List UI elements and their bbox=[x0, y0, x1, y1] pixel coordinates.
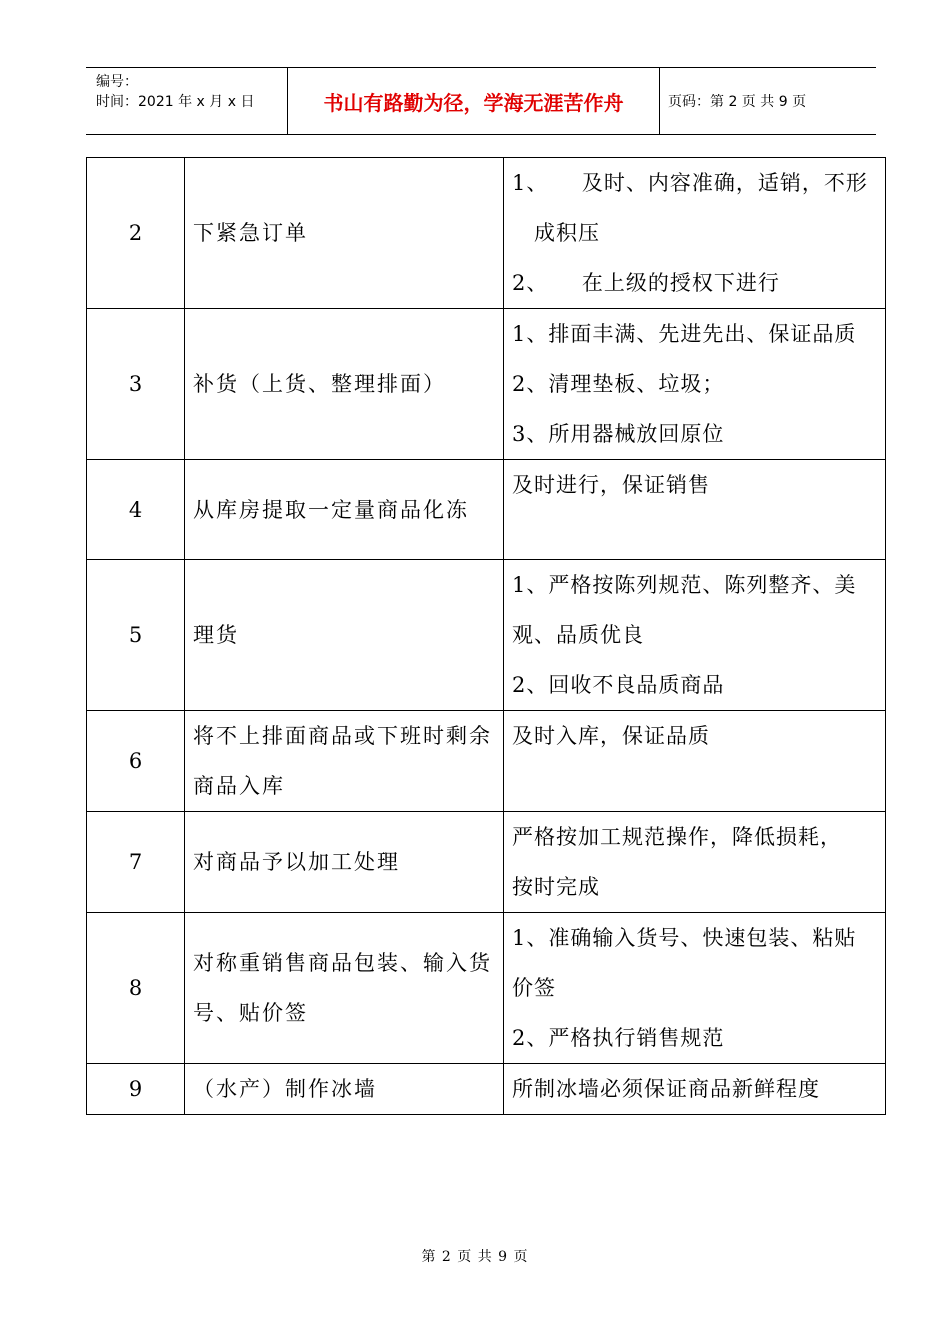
row-requirements bbox=[504, 812, 886, 913]
header-motto: 书山有路勤为径，学海无涯苦作舟 bbox=[288, 68, 660, 134]
requirement-line: 2、严格执行销售规范 bbox=[512, 1026, 725, 1050]
table-row bbox=[87, 460, 886, 560]
row-number: 9 bbox=[87, 1064, 185, 1115]
row-requirements bbox=[504, 711, 886, 812]
row-number: 6 bbox=[87, 711, 185, 812]
row-requirements bbox=[504, 913, 886, 1064]
requirement-line: 2、 在上级的授权下进行 bbox=[512, 271, 780, 295]
requirement-line: 严格按加工规范操作，降低损耗， bbox=[512, 825, 842, 849]
row-number: 4 bbox=[87, 460, 185, 560]
table-row bbox=[87, 913, 886, 1064]
row-number: 5 bbox=[87, 560, 185, 711]
table-row bbox=[87, 158, 886, 309]
row-item: 下紧急订单 bbox=[185, 158, 504, 309]
row-item: 理货 bbox=[185, 560, 504, 711]
row-number: 3 bbox=[87, 309, 185, 460]
row-number: 7 bbox=[87, 812, 185, 913]
doc-time-label: 时间：2021 年 x 月 x 日 bbox=[96, 94, 255, 110]
requirement-line: 3、所用器械放回原位 bbox=[512, 422, 725, 446]
doc-number-label: 编号： bbox=[96, 74, 138, 90]
table-row bbox=[87, 560, 886, 711]
row-number: 2 bbox=[87, 158, 185, 309]
requirement-line: 价签 bbox=[512, 976, 556, 1000]
row-requirements bbox=[504, 460, 886, 560]
requirement-line: 成积压 bbox=[512, 221, 600, 245]
row-number: 8 bbox=[87, 913, 185, 1064]
row-item: 对称重销售商品包装、输入货号、贴价签 bbox=[185, 913, 504, 1064]
table-row bbox=[87, 812, 886, 913]
requirement-line: 所制冰墙必须保证商品新鲜程度 bbox=[512, 1077, 820, 1101]
row-requirements bbox=[504, 560, 886, 711]
requirement-line: 2、回收不良品质商品 bbox=[512, 673, 725, 697]
table-row bbox=[87, 711, 886, 812]
page-footer: 第 2 页 共 9 页 bbox=[421, 1249, 529, 1265]
row-item: 将不上排面商品或下班时剩余商品入库 bbox=[185, 711, 504, 812]
requirement-line: 1、准确输入货号、快速包装、粘贴 bbox=[512, 926, 857, 950]
requirement-line: 1、 及时、内容准确，适销，不形 bbox=[512, 171, 868, 195]
row-item: （水产）制作冰墙 bbox=[185, 1064, 504, 1115]
header-meta bbox=[86, 68, 288, 134]
requirement-line: 2、清理垫板、垃圾； bbox=[512, 372, 725, 396]
table-row bbox=[87, 309, 886, 460]
row-item: 对商品予以加工处理 bbox=[185, 812, 504, 913]
row-requirements bbox=[504, 158, 886, 309]
row-requirements bbox=[504, 1064, 886, 1115]
row-item: 从库房提取一定量商品化冻 bbox=[185, 460, 504, 560]
row-item: 补货（上货、整理排面） bbox=[185, 309, 504, 460]
requirement-line: 1、严格按陈列规范、陈列整齐、美 bbox=[512, 573, 857, 597]
requirement-line: 及时进行，保证销售 bbox=[512, 473, 710, 497]
requirement-line: 1、排面丰满、先进先出、保证品质 bbox=[512, 322, 857, 346]
requirement-line: 及时入库，保证品质 bbox=[512, 724, 710, 748]
requirement-line: 按时完成 bbox=[512, 875, 600, 899]
page-header bbox=[86, 67, 876, 135]
table-row bbox=[87, 1064, 886, 1115]
requirement-line: 观、品质优良 bbox=[512, 623, 644, 647]
task-table bbox=[86, 157, 886, 1115]
row-requirements bbox=[504, 309, 886, 460]
header-page-label: 页码：第 2 页 共 9 页 bbox=[668, 94, 807, 110]
